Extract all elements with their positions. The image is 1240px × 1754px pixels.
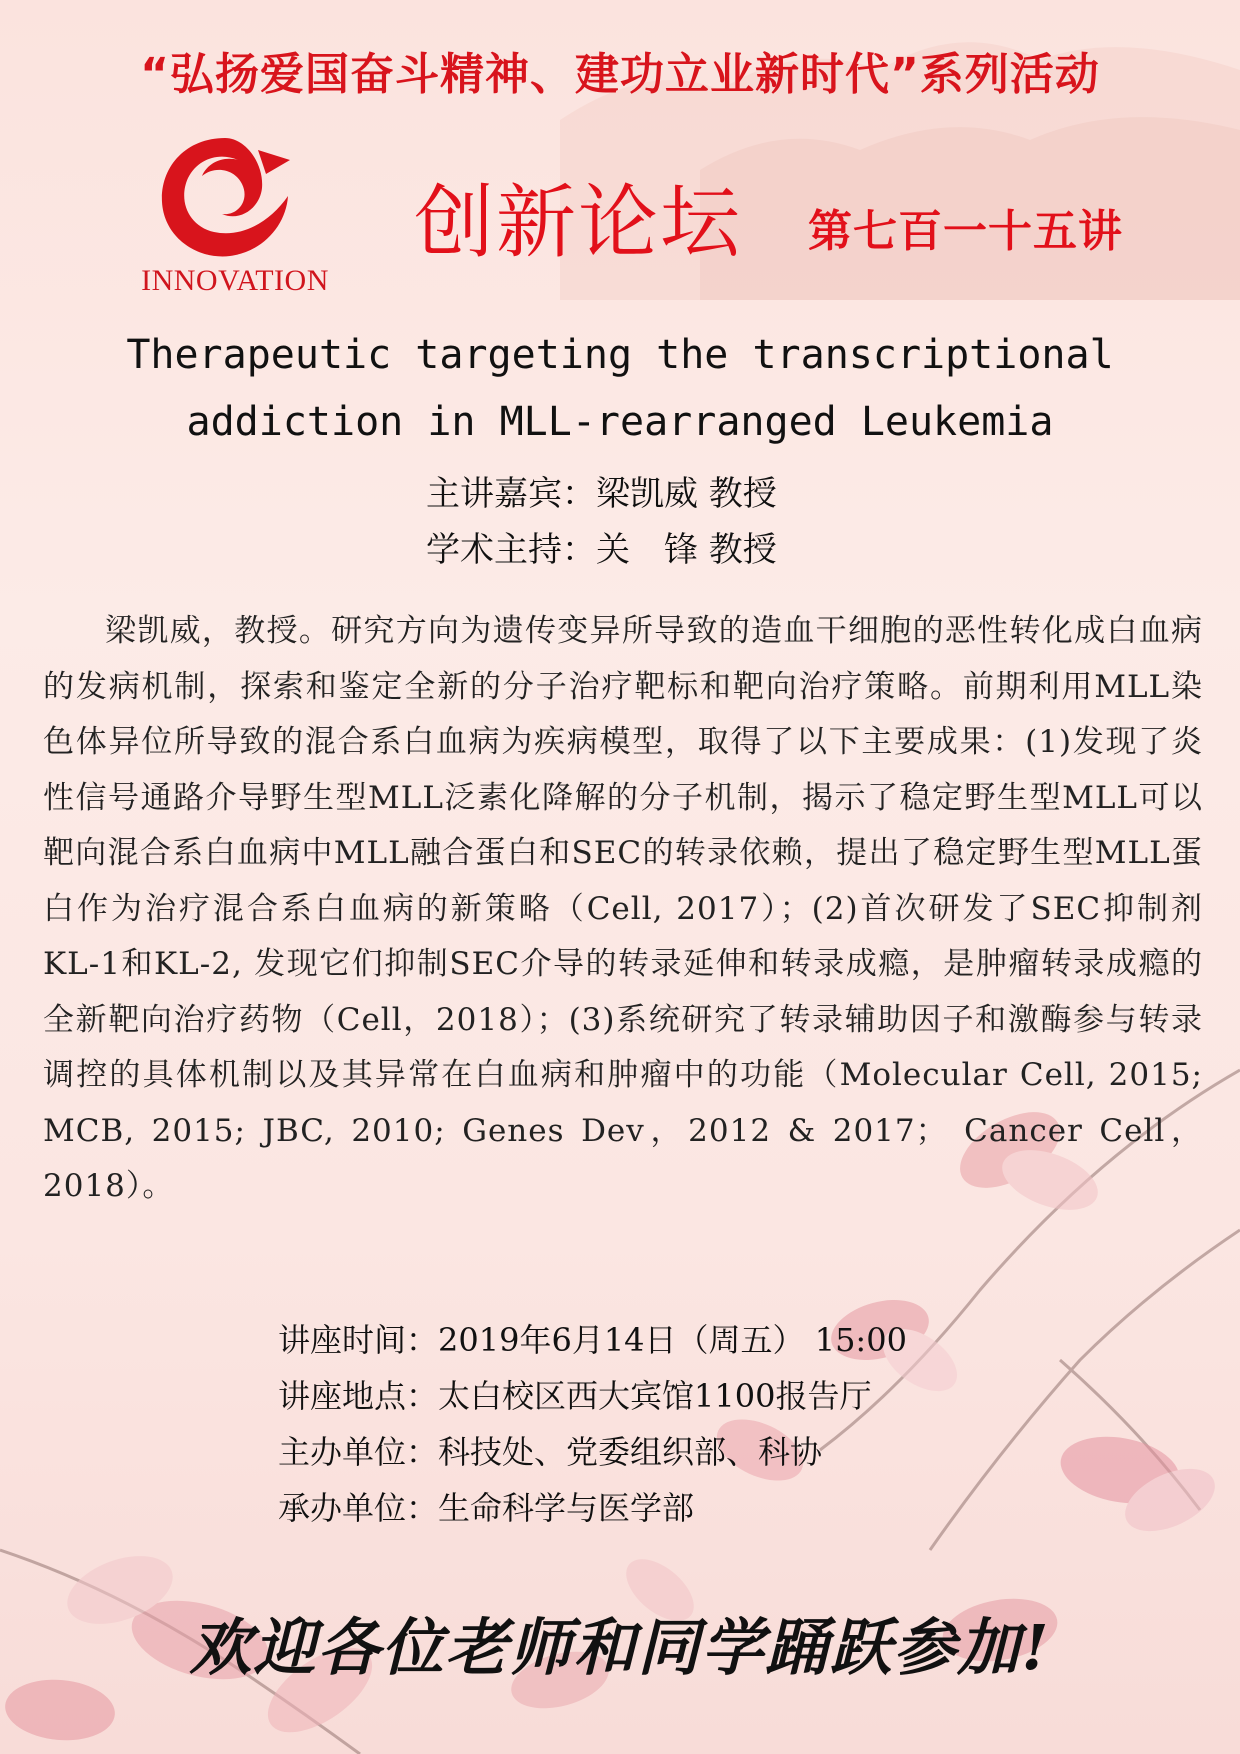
lecture-number: 第七百一十五讲: [808, 206, 1123, 257]
time-value: 2019年6月14日（周五） 15:00: [438, 1321, 907, 1359]
forum-name: 创新论坛: [414, 176, 742, 269]
talk-title: [0, 322, 1240, 456]
welcome-message: 欢迎各位老师和同学踊跃参加!: [189, 1611, 1051, 1684]
place-label: 讲座地点：: [278, 1377, 439, 1415]
host-unit-value: 生命科学与医学部: [438, 1489, 695, 1527]
info-row-host-unit: [278, 1480, 907, 1536]
logo-text: INNOVATION: [141, 264, 329, 297]
innovation-logo: [120, 130, 350, 310]
organizer-label: 主办单位：: [278, 1433, 439, 1471]
place-value: 太白校区西大宾馆1100报告厅: [438, 1377, 872, 1415]
speaker-line: 主讲嘉宾：梁凯威 教授: [426, 474, 777, 514]
time-label: 讲座时间：: [278, 1321, 439, 1359]
info-row-organizer: [278, 1424, 907, 1480]
innovation-swirl-icon: [150, 130, 300, 265]
host-unit-label: 承办单位：: [278, 1489, 439, 1527]
lecture-info: [278, 1312, 907, 1536]
host-line: 学术主持：关 锋 教授: [426, 530, 777, 570]
series-title: “弘扬爱国奋斗精神、建功立业新时代”系列活动: [140, 49, 1100, 100]
speaker-bio: 梁凯威，教授。研究方向为遗传变异所导致的造血干细胞的恶性转化成白血病的发病机制，探索和鉴定全新的分子治疗靶标和靶向治疗策略。前期利用MLL染色体异位所导致的混合系白血病为疾病模型，取得了以下主要成果：(1)发现了炎性信号通路介导野生型MLL泛素化降解的分子机制，揭示了稳定野生型MLL可以靶向混合系白血病中MLL融合蛋白和SEC的转录依赖，提出了稳定野生型MLL蛋白作为治疗混合系白血病的新策略（Cell, 2017）；(2)首次研发了SEC抑制剂KL-1和KL-2, 发现它们抑制SEC介导的转录延伸和转录成瘾，是肿瘤转录成瘾的全新靶向治疗药物（Cell，2018）；(3)系统研究了转录辅助因子和激酶参与转录调控的具体机制以及其异常在白血病和肿瘤中的功能（Molecular Cell, 2015; MCB, 2015; JBC, 2010; Genes Dev，2012 & 2017； Cancer Cell，2018）。: [43, 613, 1203, 1204]
talk-title-line-2: addiction in MLL-rearranged Leukemia: [186, 399, 1054, 445]
people-block: [426, 466, 777, 578]
talk-title-line-1: Therapeutic targeting the transcriptional: [126, 332, 1114, 378]
organizer-value: 科技处、党委组织部、科协: [438, 1433, 823, 1471]
info-row-place: [278, 1368, 907, 1424]
info-row-time: [278, 1312, 907, 1368]
